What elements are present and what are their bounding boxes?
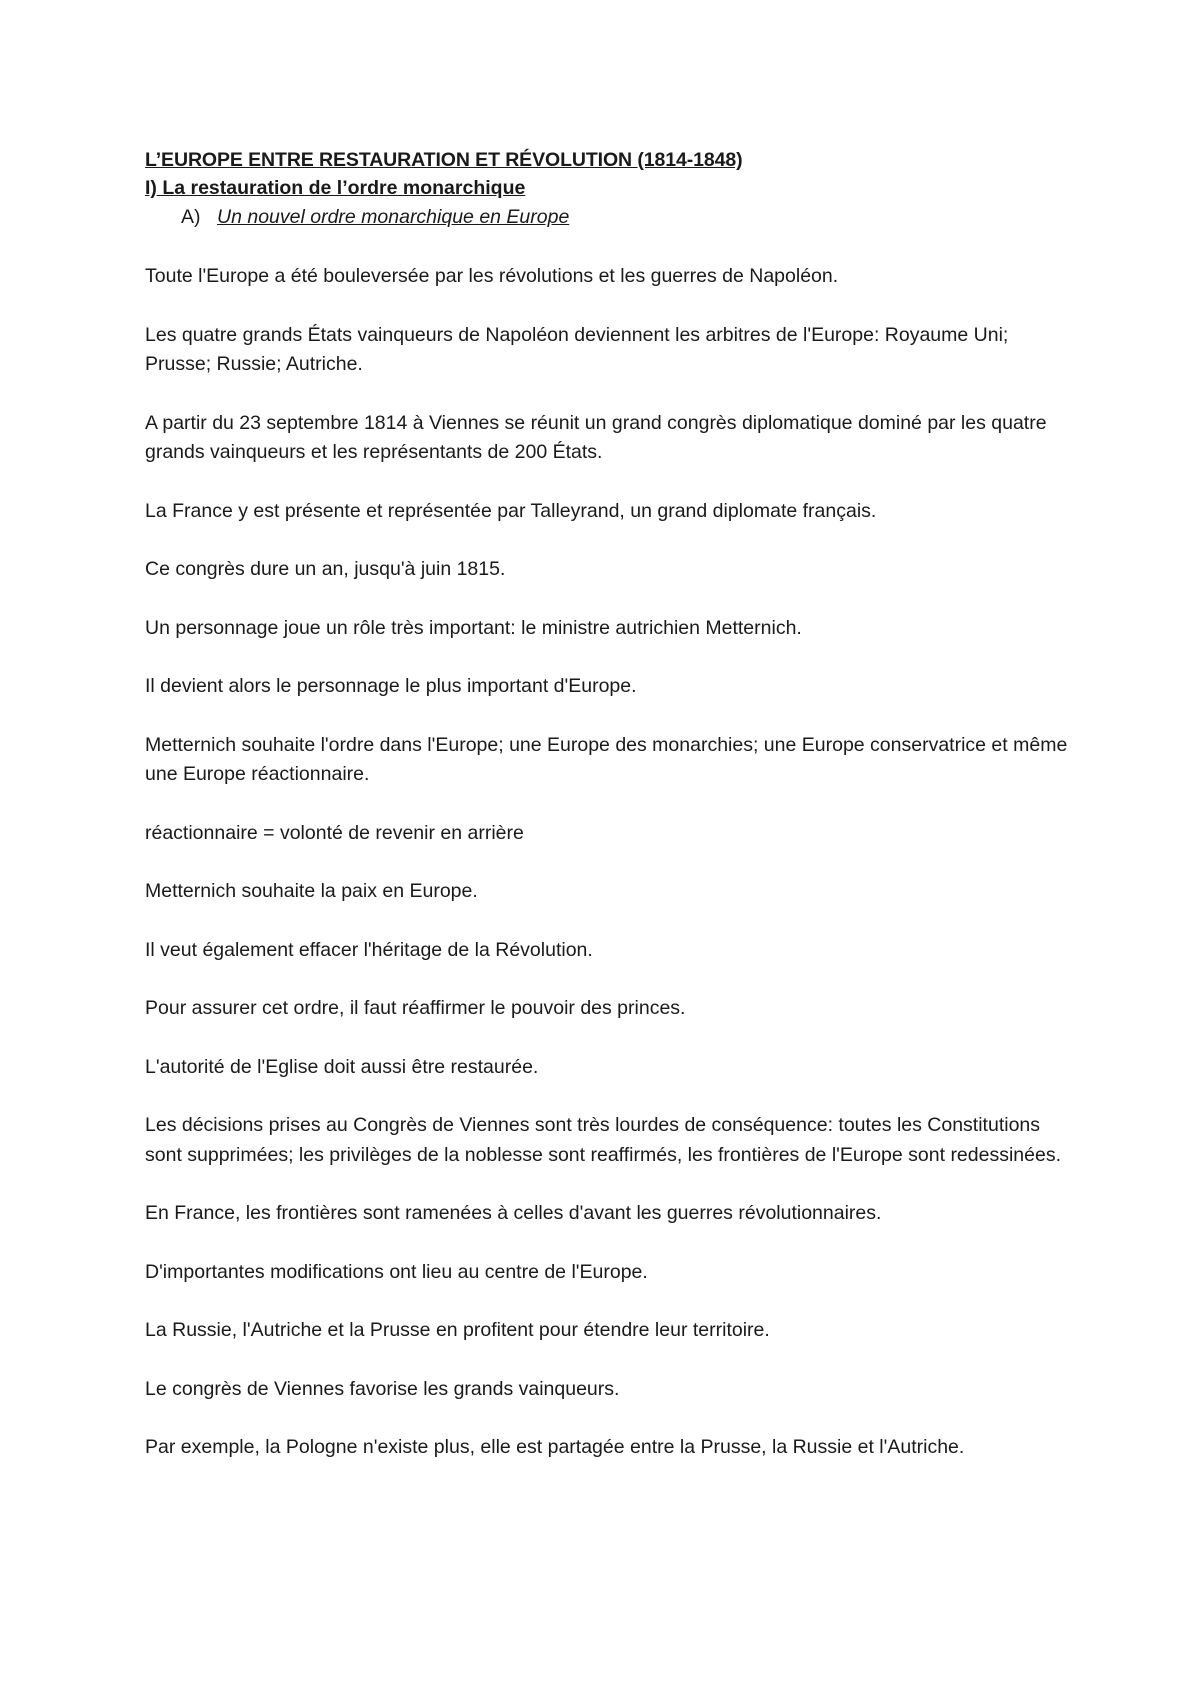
paragraph: Les décisions prises au Congrès de Viennes sont très lourdes de conséquence: toutes les Constitutions sont supprimées; les privilèges de la noblesse sont reaffirmés, les frontières de l'Europe sont redessinées.	[145, 1114, 1062, 1166]
paragraph: D'importantes modifications ont lieu au centre de l'Europe.	[145, 1260, 648, 1283]
document-body	[145, 262, 1075, 1463]
subsection-letter: A)	[181, 206, 201, 228]
document-title: L’EUROPE ENTRE RESTAURATION ET RÉVOLUTION (1814-1848)	[145, 149, 743, 171]
paragraph: réactionnaire = volonté de revenir en arrière	[145, 821, 524, 844]
paragraph: Les quatre grands États vainqueurs de Napoléon deviennent les arbitres de l'Europe: Royaume Uni; Prusse; Russie; Autriche.	[145, 323, 1009, 375]
paragraph: Metternich souhaite l'ordre dans l'Europe; une Europe des monarchies; une Europe conservatrice et même une Europe réactionnaire.	[145, 733, 1068, 785]
subsection-label: Un nouvel ordre monarchique en Europe	[217, 206, 570, 228]
paragraph: Metternich souhaite la paix en Europe.	[145, 880, 478, 902]
paragraph: La Russie, l'Autriche et la Prusse en profitent pour étendre leur territoire.	[145, 1319, 770, 1341]
paragraph: Le congrès de Viennes favorise les grands vainqueurs.	[145, 1377, 620, 1400]
paragraph: L'autorité de l'Eglise doit aussi être restaurée.	[145, 1055, 539, 1078]
paragraph: Il devient alors le personnage le plus important d'Europe.	[145, 675, 637, 697]
subsection-heading	[181, 202, 1075, 232]
paragraph: La France y est présente et représentée par Talleyrand, un grand diplomate français.	[145, 499, 877, 522]
paragraph: Ce congrès dure un an, jusqu'à juin 1815.	[145, 558, 506, 580]
paragraph: Il veut également effacer l'héritage de la Révolution.	[145, 938, 593, 961]
paragraph: A partir du 23 septembre 1814 à Viennes se réunit un grand congrès diplomatique dominé par les quatre grands vainqueurs et les représentants de 200 États.	[145, 411, 1047, 463]
document-page	[145, 146, 1075, 1492]
paragraph: Un personnage joue un rôle très important: le ministre autrichien Metternich.	[145, 616, 802, 639]
section-heading: I) La restauration de l’ordre monarchique	[145, 177, 526, 199]
paragraph: Par exemple, la Pologne n'existe plus, elle est partagée entre la Prusse, la Russie et l'Autriche.	[145, 1436, 965, 1458]
paragraph: Pour assurer cet ordre, il faut réaffirmer le pouvoir des princes.	[145, 997, 686, 1019]
paragraph: Toute l'Europe a été bouleversée par les révolutions et les guerres de Napoléon.	[145, 265, 839, 287]
paragraph: En France, les frontières sont ramenées à celles d'avant les guerres révolutionnaires.	[145, 1202, 882, 1224]
